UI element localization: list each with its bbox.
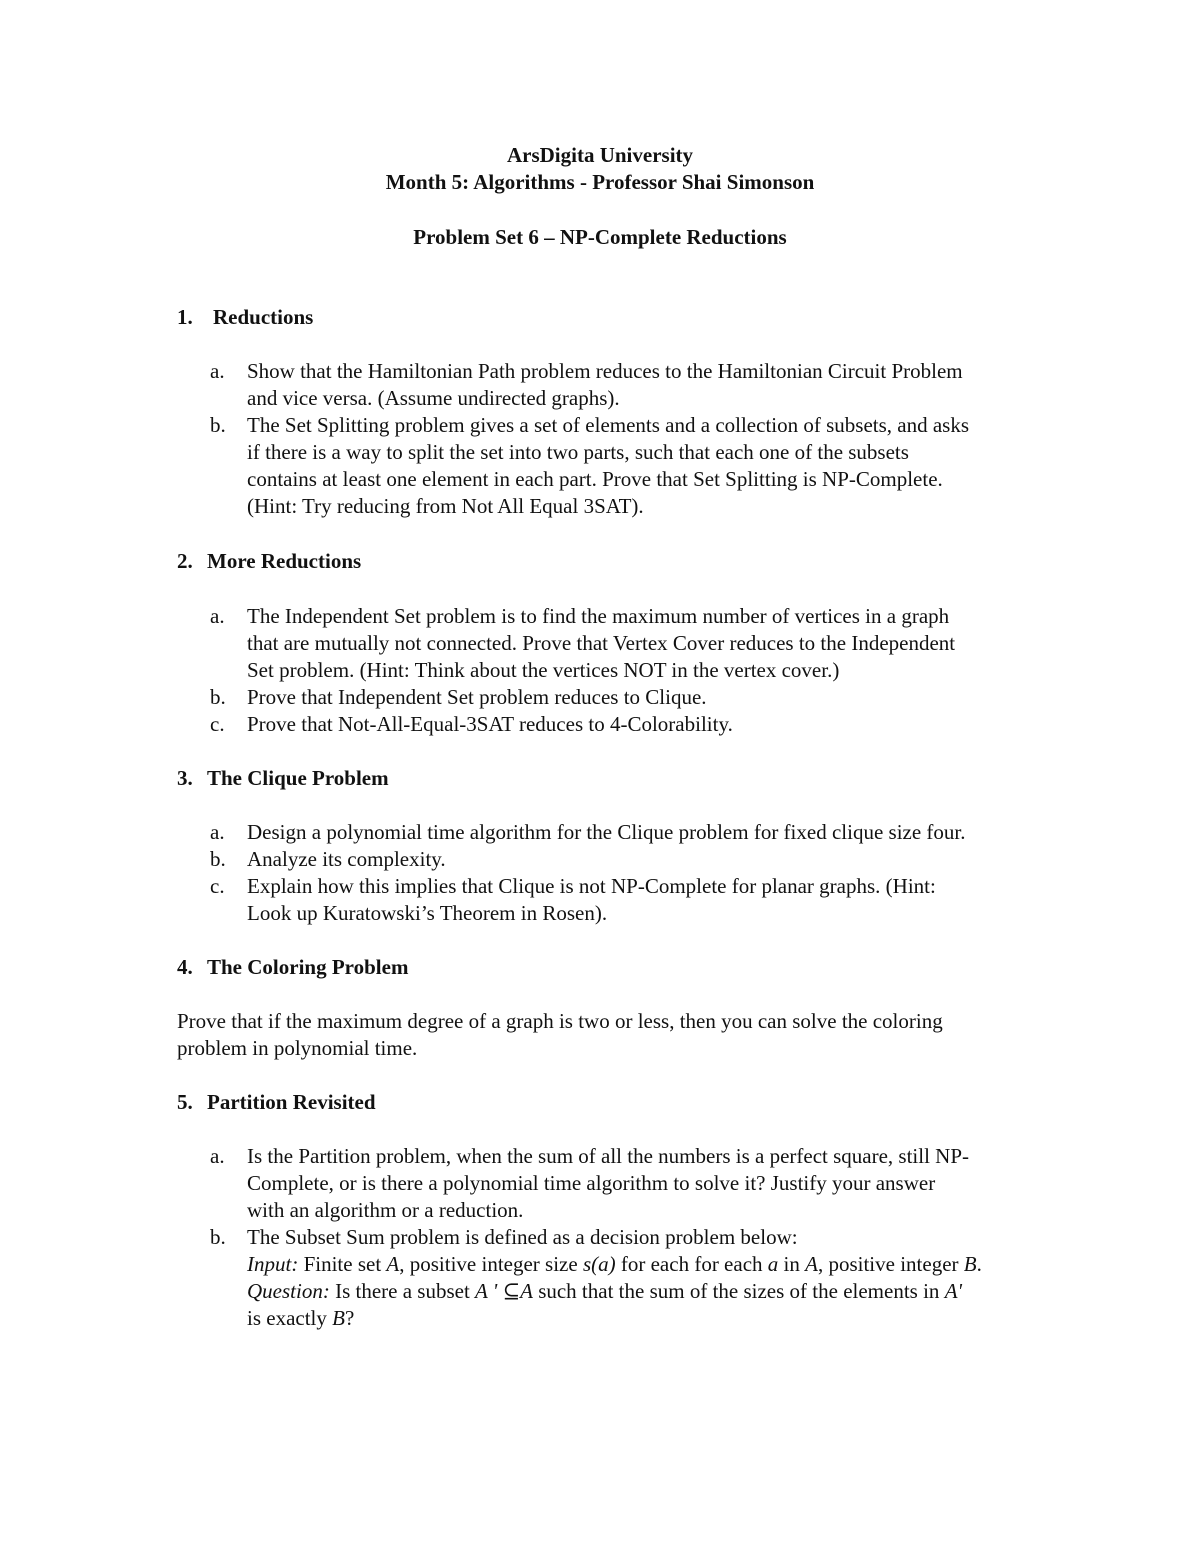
input-definition-line: Input: Finite set A, positive integer size s(a) for each for each a in A, positive integer B. xyxy=(247,1252,982,1276)
section-number: 1. xyxy=(177,305,193,329)
section-5-heading xyxy=(177,1089,376,1116)
section-number: 2. xyxy=(177,549,193,573)
section-title: The Clique Problem xyxy=(207,766,389,790)
list-item: b. The Subset Sum problem is defined as a decision problem below: Input: Finite set A, positive integer size s(a) for each for each a in A, positive integer B. Question: Is there a subset A ' ⊆A such that the sum of the sizes of the elements in A' is exactly B? xyxy=(210,1224,1090,1332)
list-item: c. Prove that Not-All-Equal-3SAT reduces to 4-Colorability. xyxy=(210,712,733,736)
question-definition-line: Question: Is there a subset A ' ⊆A such that the sum of the sizes of the elements in A' xyxy=(247,1279,963,1303)
list-item: a. Design a polynomial time algorithm for the Clique problem for fixed clique size four. xyxy=(210,820,966,844)
section-3-heading xyxy=(177,765,389,792)
section-4-heading xyxy=(177,954,408,981)
list-item: a. Is the Partition problem, when the sum of all the numbers is a perfect square, still NP- Complete, or is there a polynomial time algorithm to solve it? Justify your answer with an algorithm or a reduction. xyxy=(210,1144,970,1222)
list-item: b. Analyze its complexity. xyxy=(210,847,446,871)
university-name: ArsDigita University xyxy=(506,143,694,167)
section-number: 4. xyxy=(177,955,193,979)
section-title: More Reductions xyxy=(207,549,362,573)
section-1-heading xyxy=(177,304,313,331)
list-item: a. The Independent Set problem is to find the maximum number of vertices in a graph that are mutually not connected. Prove that Vertex Cover reduces to the Independent Set problem. (Hint: Think about the vertices NOT in the vertex cover.) xyxy=(210,604,956,682)
list-item: b. The Set Splitting problem gives a set of elements and a collection of subsets, and asks if there is a way to split the set into two parts, such that each one of the subsets contains at least one element in each part. Prove that Set Splitting is NP-Complete. (Hint: Try reducing from Not All Equal 3SAT). xyxy=(210,413,970,518)
section-2-heading xyxy=(177,548,361,575)
paragraph: Prove that if the maximum degree of a graph is two or less, then you can solve the coloring problem in polynomial time. xyxy=(177,1009,943,1060)
question-continuation-line: is exactly B? xyxy=(247,1306,355,1330)
section-number: 3. xyxy=(177,766,193,790)
section-number: 5. xyxy=(177,1090,193,1114)
section-title: The Coloring Problem xyxy=(207,955,409,979)
course-title: Month 5: Algorithms - Professor Shai Simonson xyxy=(385,170,815,194)
list-item: a. Show that the Hamiltonian Path problem reduces to the Hamiltonian Circuit Problem and vice versa. (Assume undirected graphs). xyxy=(210,359,963,410)
list-item: b. Prove that Independent Set problem reduces to Clique. xyxy=(210,685,707,709)
section-title: Reductions xyxy=(213,305,314,329)
list-item: c. Explain how this implies that Clique is not NP-Complete for planar graphs. (Hint: Look up Kuratowski’s Theorem in Rosen). xyxy=(210,874,936,925)
section-title: Partition Revisited xyxy=(207,1090,376,1114)
problem-set-title: Problem Set 6 – NP-Complete Reductions xyxy=(413,225,787,249)
